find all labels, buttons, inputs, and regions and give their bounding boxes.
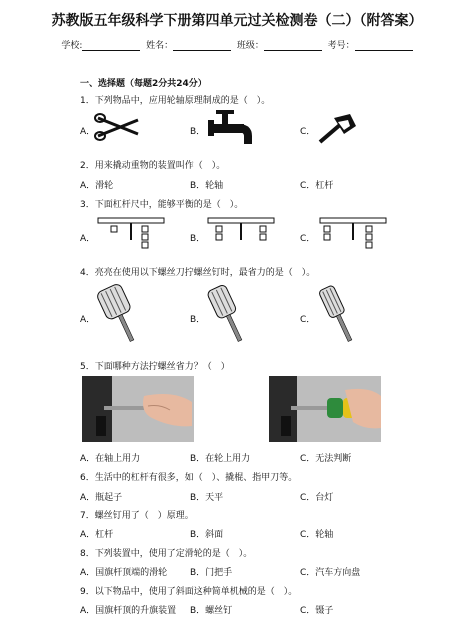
q4-option-c: C．: [300, 315, 316, 325]
question-4: 4．亮亮在使用以下螺丝刀拧螺丝钉时，最省力的是（ ）。: [80, 268, 316, 278]
q2-option-a: A．滑轮: [80, 181, 114, 191]
q6-option-a: A．瓶起子: [80, 493, 123, 503]
q6-option-c: C．台灯: [300, 493, 334, 503]
q8-option-c: C．汽车方向盘: [300, 568, 361, 578]
lever-ruler-b: [208, 218, 276, 258]
name-label: 姓名：: [146, 41, 174, 51]
page-title: 苏教版五年级科学下册第四单元过关检测卷（二）（附答案）: [51, 13, 423, 29]
question-9: 9．以下物品中，使用了斜面这种简单机械的是（ ）。: [80, 587, 298, 597]
q6-option-b: B．天平: [190, 493, 224, 503]
q5-option-c: C．无法判断: [300, 454, 352, 464]
q7-option-c: C．轮轴: [300, 530, 334, 540]
q7-option-b: B．斜面: [190, 530, 224, 540]
q9-option-a: A．国旗杆顶的升旗装置: [80, 606, 177, 616]
photo-turning-screwdriver-handle: [269, 376, 381, 442]
school-blank[interactable]: [82, 41, 140, 51]
question-2: 2．用来撬动重物的装置叫作（ ）。: [80, 161, 226, 171]
screwdriver-medium-handle-icon: [204, 284, 244, 346]
q9-option-b: B．螺丝钉: [190, 606, 233, 616]
lever-ruler-a: [98, 218, 166, 258]
question-5: 5．下面哪种方法拧螺丝省力？（ ）: [80, 362, 230, 372]
screwdriver-thick-handle-icon: [96, 284, 136, 346]
name-blank[interactable]: [173, 41, 231, 51]
class-blank[interactable]: [264, 41, 322, 51]
question-3: 3．下面杠杆尺中，能够平衡的是（ ）。: [80, 200, 244, 210]
q4-option-b: B．: [190, 315, 206, 325]
school-label: 学校:: [61, 41, 83, 51]
q5-option-a: A．在轴上用力: [80, 454, 141, 464]
q3-option-a: A．: [80, 234, 96, 244]
section-heading: 一、选择题（每题2分共24分）: [80, 79, 207, 89]
q5-option-b: B．在轮上用力: [190, 454, 251, 464]
exam-no-label: 考号：: [327, 41, 355, 51]
q2-option-b: B．轮轴: [190, 181, 224, 191]
q1-option-a: A．: [80, 127, 96, 137]
scissors-icon: [94, 112, 140, 142]
lever-ruler-c: [320, 218, 388, 258]
q2-option-c: C．杠杆: [300, 181, 334, 191]
axe-icon: [316, 112, 358, 146]
q1-option-c: C．: [300, 127, 316, 137]
question-1: 1．下列物品中，应用轮轴原理制成的是（ ）。: [80, 96, 271, 106]
q8-option-a: A．国旗杆顶端的滑轮: [80, 568, 168, 578]
question-6: 6．生活中的杠杆有很多，如（ ）、撬棍、指甲刀等。: [80, 473, 298, 483]
class-label: 班级：: [236, 41, 264, 51]
q1-option-b: B．: [190, 127, 206, 137]
water-tap-icon: [208, 110, 256, 148]
photo-turning-screw-by-shaft: [82, 376, 194, 442]
q7-option-a: A．杠杆: [80, 530, 114, 540]
question-8: 8．下列装置中，使用了定滑轮的是（ ）。: [80, 549, 253, 559]
q3-option-c: C．: [300, 234, 316, 244]
q4-option-a: A．: [80, 315, 96, 325]
q8-option-b: B．门把手: [190, 568, 233, 578]
student-info-line: [0, 38, 474, 51]
screwdriver-thin-handle-icon: [314, 284, 354, 346]
q9-option-c: C．镊子: [300, 606, 334, 616]
question-7: 7．螺丝钉用了（ ）原理。: [80, 511, 194, 521]
exam-no-blank[interactable]: [355, 41, 413, 51]
q3-option-b: B．: [190, 234, 206, 244]
